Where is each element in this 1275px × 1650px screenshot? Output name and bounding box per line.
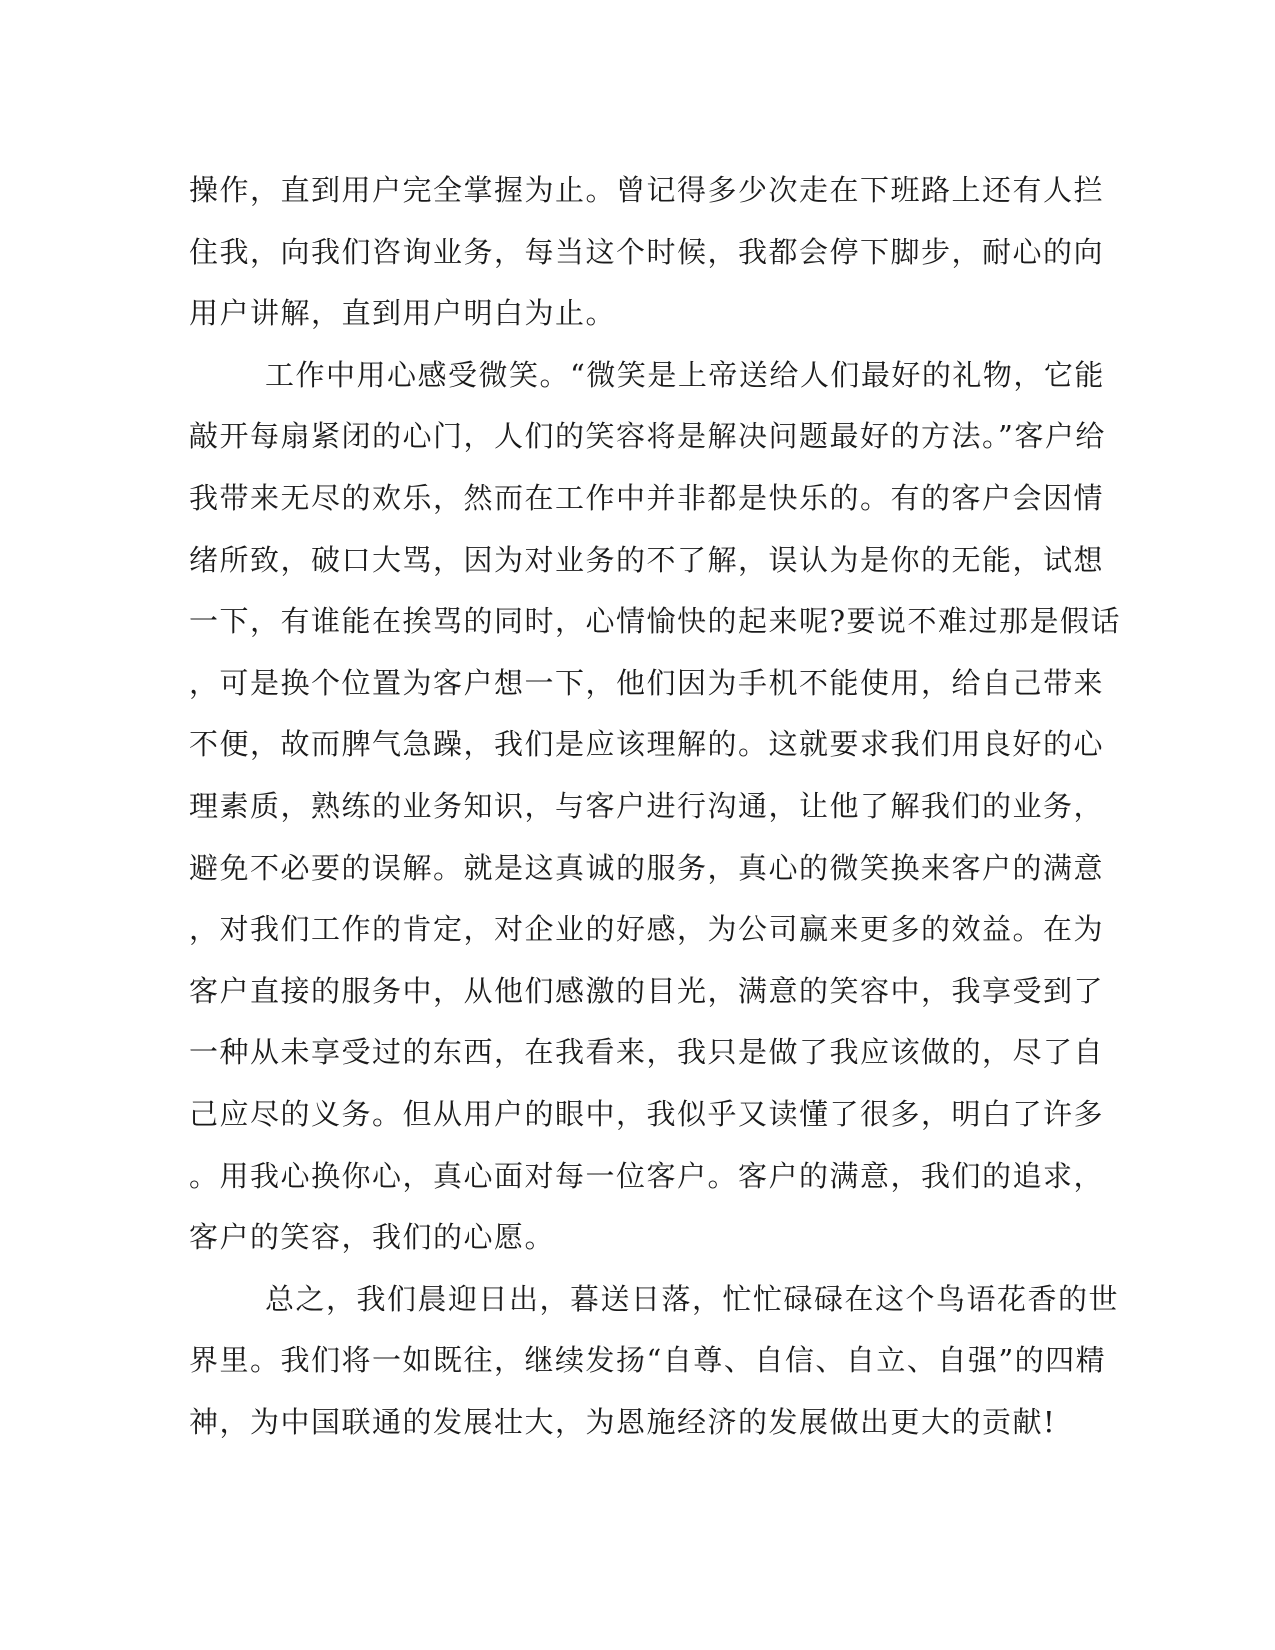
text-line: 敲开每扇紧闭的心门，人们的笑容将是解决问题最好的方法。”客户给 [189,419,1106,454]
text-line: ，对我们工作的肯定，对企业的好感，为公司赢来更多的效益。在为 [189,912,1105,947]
text-line: 用户讲解，直到用户明白为止。 [189,296,617,331]
text-line: 一下，有谁能在挨骂的同时，心情愉快的起来呢?要说不难过那是假话 [189,604,1122,639]
text-line: 操作，直到用户完全掌握为止。曾记得多少次走在下班路上还有人拦 [189,173,1105,207]
text-line: 不便，故而脾气急躁，我们是应该理解的。这就要求我们用良好的心 [189,727,1105,762]
text-line: 理素质，熟练的业务知识，与客户进行沟通，让他了解我们的业务， [189,788,1105,823]
text-line: 客户的笑容，我们的心愿。 [189,1220,556,1255]
text-line: 避免不必要的误解。就是这真诚的服务，真心的微笑换来客户的满意 [189,850,1105,885]
text-line: 神，为中国联通的发展壮大，为恩施经济的发展做出更大的贡献! [189,1404,1057,1439]
text-line: ，可是换个位置为客户想一下，他们因为手机不能使用，给自己带来 [189,665,1105,700]
text-line: 界里。我们将一如既往，继续发扬“自尊、自信、自立、自强”的四精 [189,1343,1107,1378]
text-line: 住我，向我们咨询业务，每当这个时候，我都会停下脚步，耐心的向 [189,234,1105,269]
paragraph-start-line: 总之，我们晨迎日出，暮送日落，忙忙碌碌在这个鸟语花香的世 [265,1281,1120,1316]
paragraph-start-line: 工作中用心感受微笑。“微笑是上帝送给人们最好的礼物，它能 [265,357,1105,392]
text-line: 绪所致，破口大骂，因为对业务的不了解，误认为是你的无能，试想 [189,542,1105,577]
text-line: 一种从未享受过的东西，在我看来，我只是做了我应该做的，尽了自 [189,1035,1105,1070]
text-line: 己应尽的义务。但从用户的眼中，我似乎又读懂了很多，明白了许多 [189,1096,1105,1131]
text-line: 我带来无尽的欢乐，然而在工作中并非都是快乐的。有的客户会因情 [189,480,1105,515]
text-line: 客户直接的服务中，从他们感激的目光，满意的笑容中，我享受到了 [189,973,1105,1008]
text-line: 。用我心换你心，真心面对每一位客户。客户的满意，我们的追求， [189,1158,1105,1193]
document-body [189,160,1122,1453]
